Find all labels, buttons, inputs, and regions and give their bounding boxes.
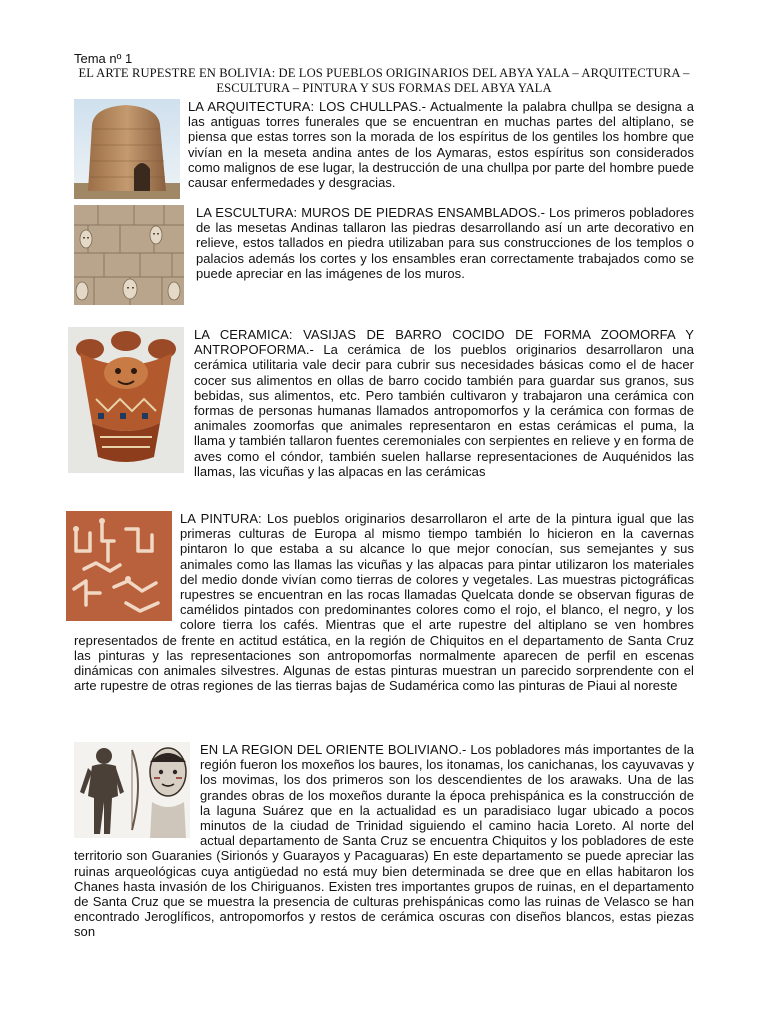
document-title: EL ARTE RUPESTRE EN BOLIVIA: DE LOS PUEBLOS ORIGINARIOS DEL ABYA YALA – ARQUITECTURA – ESCULTURA – PINTURA Y SUS FORMAS DEL ABYA YALA bbox=[78, 66, 690, 95]
section-arquitectura bbox=[74, 99, 694, 201]
oriente-figures-illustration bbox=[74, 742, 190, 838]
rock-painting-photo bbox=[66, 511, 172, 621]
stone-wall-heads-photo bbox=[74, 205, 184, 305]
section-text: EN LA REGION DEL ORIENTE BOLIVIANO.- Los pobladores más importantes de la región fueron los moxeños los baures, los itonamas, los canichanas, los cayuvavas y los movimas, los dos primeros son los descendientes de los arawaks. Una de las grandes obras de los moxeños durante la época prehispánica es la construcción de la laguna Suárez que en la actualidad es un paradisiaco lugar ubicado a pocos minutos de la ciudad de Trinidad siguiendo el camino hacia Loreto. Al norte del actual departamento de Santa Cruz se encuentra Chiquitos y los pobladores de este territorio son Guaranies (Sirionós y Guarayos y Pacaguaras) En este departamento se puede apreciar las ruinas arqueológicas cuya antigüedad no está muy bien determinada se dree que en ellas habitaron los Chanes hasta invasión de los Chiriguanos. Existen tres importantes grupos de ruinas, en el departamento de Santa Cruz que se muestra la presencia de culturas prehispánicas como las ruinas de Velasco se han encontrado Jeroglíficos, antropomorfos y restos de cerámica oscuras con diseños blancos, estas piezas son bbox=[74, 742, 694, 940]
chullpa-tower-photo bbox=[74, 99, 180, 199]
section-oriente bbox=[74, 742, 694, 940]
section-text: LA ARQUITECTURA: LOS CHULLPAS.- Actualmente la palabra chullpa se designa a las antiguas torres funerales que se encuentran en muchas partes del altiplano, se piensa que estas torres son la morada de los espíritus de los gentiles los hombre que vivían en la meseta andina antes de los Aymaras, estos espíritus son considerados como malignos de ese lugar, la destrucción de una chullpa por parte del hombre puede causar enfermedades y desgracias. bbox=[188, 99, 694, 191]
section-escultura bbox=[74, 205, 694, 307]
zoomorphic-vessel-photo bbox=[68, 327, 184, 473]
section-ceramica bbox=[74, 327, 694, 479]
section-text: LA ESCULTURA: MUROS DE PIEDRAS ENSAMBLADOS.- Los primeros pobladores de las mesetas Andinas tallaron las piedras desarrollando así un arte decorativo en relieve, estos tallados en piedra utilizaban para sus construcciones de los templos o palacios además los cortes y los ensambles eran correctamente trabajados como se puede apreciar en las imágenes de los muros. bbox=[196, 205, 694, 281]
section-text: LA PINTURA: Los pueblos originarios desarrollaron el arte de la pintura igual que las primeras culturas de Europa al mismo tiempo también lo hicieron en la cavernas pintaron lo que estaba a su alcance lo que mejor conocían, sus semejantes y sus animales como las llamas las vicuñas y las alpacas para pintar utilizaron los materiales del medio donde vivían como tierras de colores y vegetales. Las muestras pictográficas rupestres se encuentran en las rocas llamadas Quelcata donde se observan figuras de camélidos pintados con predominantes colores como el rojo, el blanco, el negro, y los colore tierra los cafés. Mientras que el arte rupestre del altiplano se ven hombres representados de frente en actitud estática, en la región de Chiquitos en el departamento de Santa Cruz las pinturas y las representaciones son antropomorfas normalmente aparecen de perfil en escenas dinámicas con animales silvestres. Algunas de estas pinturas muestran un parecido sorprendente con el arte rupestre de otras regiones de las tierras bajas de Sudamérica como las pinturas de Piaui al noreste bbox=[74, 511, 694, 694]
section-text: LA CERAMICA: VASIJAS DE BARRO COCIDO DE FORMA ZOOMORFA Y ANTROPOFORMA.- La cerámica de los pueblos originarios desarrollaron una cerámica utilitaria vale decir para cubrir sus necesidades básicas como el de hacer cocer sus alimentos en ollas de barro cocido también para guardar sus granos, sus bebidas, sus alimentos, etc. Pero también cultivaron y trabajaron una cerámica con formas de personas humanas llamados antropomorfos y la cerámica con formas de animales zoomorfas que animales representaron en estas cerámicas el puma, la llama y también tallaron fuentes ceremoniales con serpientes en relieve y en forma de aves como el cóndor, también suelen hallarse representaciones de Auquénidos las llamas, las vicuñas y las alpacas en las cerámicas bbox=[194, 327, 694, 479]
topic-number: Tema nº 1 bbox=[74, 51, 133, 66]
section-pintura bbox=[74, 511, 694, 693]
